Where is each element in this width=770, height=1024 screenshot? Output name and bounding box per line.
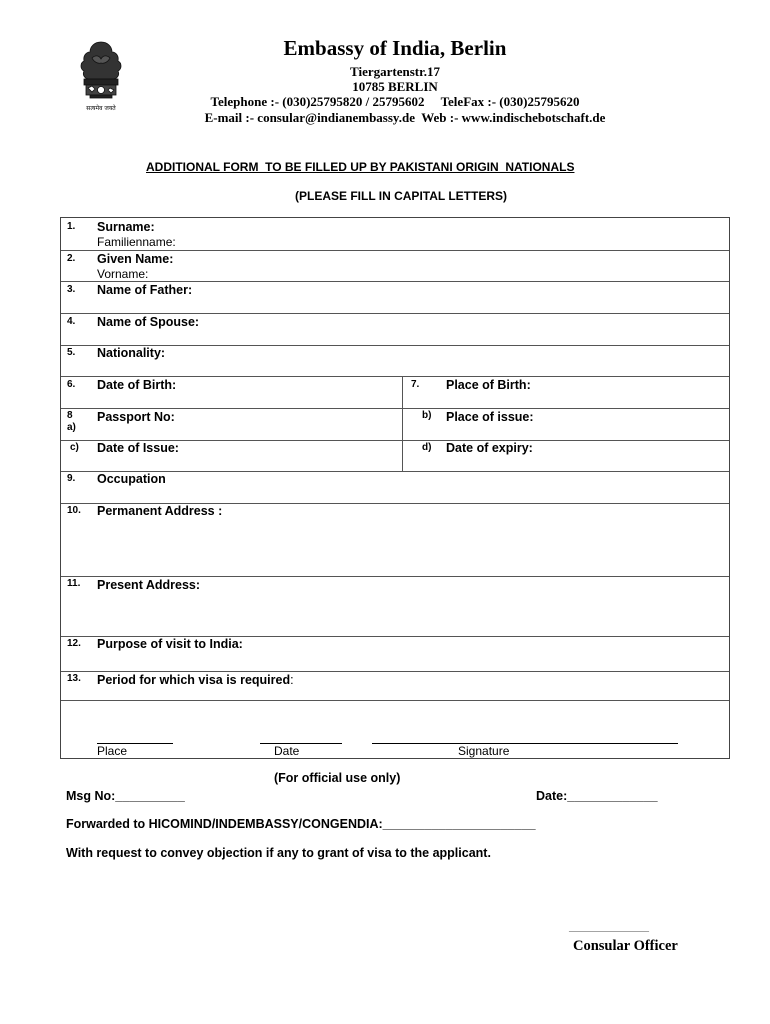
row-divider [61, 408, 729, 409]
email-line: E-mail :- consular@indianembassy.de Web :- www.indischebotschaft.de [204, 110, 606, 125]
row-divider [61, 313, 729, 314]
field-number-sub: a) [67, 422, 76, 433]
address-street: Tiergartenstr.17 [350, 64, 440, 79]
row-divider [61, 700, 729, 701]
field-number: 12. [67, 638, 81, 649]
form-instruction: (PLEASE FILL IN CAPITAL LETTERS) [294, 189, 507, 203]
request-text: With request to convey objection if any to grant of visa to the applicant. [66, 846, 491, 860]
msg-no-field: Msg No:__________ [66, 789, 185, 803]
place-of-birth-label: Place of Birth: [446, 378, 531, 392]
surname-label: Surname: [97, 220, 155, 234]
surname-sublabel: Familienname: [97, 235, 176, 249]
field-number: 11. [67, 578, 81, 589]
phone-line: Telephone :- (030)25795820 / 25795602 TeleFax :- (030)25795620 [210, 94, 580, 109]
field-number: 9. [67, 473, 76, 484]
field-number: 7. [411, 379, 420, 390]
date-of-issue-label: Date of Issue: [97, 441, 179, 455]
father-name-label: Name of Father: [97, 283, 193, 297]
officer-signature-line: ________________ [569, 922, 649, 933]
field-number: d) [422, 442, 432, 453]
spouse-name-label: Name of Spouse: [97, 315, 200, 329]
date-of-expiry-label: Date of expiry: [446, 441, 533, 455]
passport-no-label: Passport No: [97, 410, 175, 424]
field-number: 3. [67, 284, 76, 295]
column-divider [402, 376, 403, 471]
emblem-motto: सत्यमेव जयते [86, 105, 116, 112]
visa-period-label: Period for which visa is required: [97, 673, 294, 687]
official-use-heading: (For official use only) [274, 771, 401, 785]
permanent-address-label: Permanent Address : [97, 504, 223, 518]
row-divider [61, 376, 729, 377]
date-label: Date [274, 744, 300, 758]
occupation-label: Occupation [97, 472, 166, 486]
field-number: 4. [67, 316, 76, 327]
place-of-issue-label: Place of issue: [446, 410, 534, 424]
field-number: 1. [67, 221, 76, 232]
field-number: 5. [67, 347, 76, 358]
row-divider [61, 281, 729, 282]
application-form-table [60, 217, 730, 759]
consular-officer-label: Consular Officer [573, 938, 678, 954]
given-name-sublabel: Vorname: [97, 267, 149, 281]
nationality-label: Nationality: [97, 346, 166, 360]
field-number: c) [70, 442, 79, 453]
row-divider [61, 671, 729, 672]
embassy-title: Embassy of India, Berlin [283, 36, 507, 60]
purpose-of-visit-label: Purpose of visit to India: [97, 637, 243, 651]
field-number: 2. [67, 253, 76, 264]
date-line [260, 743, 342, 744]
place-label: Place [97, 744, 128, 758]
date-of-birth-label: Date of Birth: [97, 378, 177, 392]
given-name-label: Given Name: [97, 252, 174, 266]
field-number: 6. [67, 379, 76, 390]
field-number: 10. [67, 505, 81, 516]
address-city: 10785 BERLIN [352, 79, 438, 94]
signature-line [372, 743, 678, 744]
signature-label: Signature [458, 744, 510, 758]
field-number: b) [422, 410, 432, 421]
present-address-label: Present Address: [97, 578, 201, 592]
field-number: 13. [67, 673, 81, 684]
official-date-field: Date:_____________ [536, 789, 658, 803]
row-divider [61, 576, 729, 577]
form-title: ADDITIONAL FORM TO BE FILLED UP BY PAKISTANI ORIGIN NATIONALS [146, 160, 575, 174]
row-divider [61, 250, 729, 251]
field-number: 8 [67, 410, 73, 421]
forwarded-to-field: Forwarded to HICOMIND/INDEMBASSY/CONGENDIA:______________________ [66, 817, 536, 831]
